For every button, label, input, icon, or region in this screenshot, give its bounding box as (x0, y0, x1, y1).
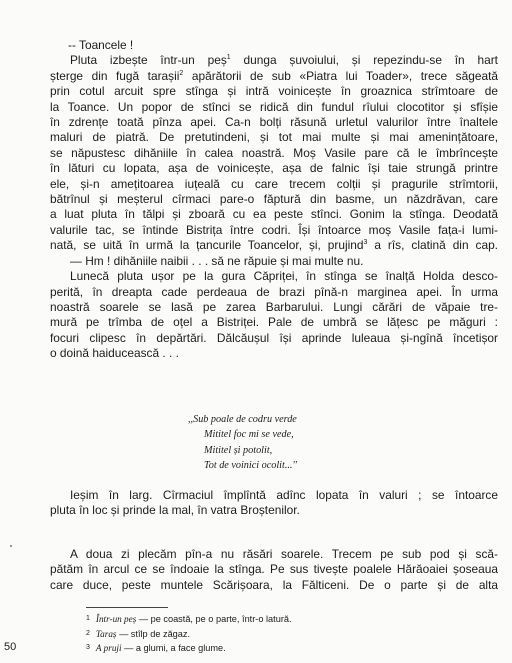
text-line: șterge din fugă tarașii$^2$ apărătorii de sub «Piatra lui Toader», trece săgeată (50, 68, 498, 83)
text-line: o doină haiducească . . . (50, 346, 179, 361)
text-line: — Hm ! dihăniile naibii . . . să ne răpuie și mai multe nu. (70, 253, 364, 268)
text-line: ele, și-n amețitoarea iuțeală cu care trecem colții și pragurile strîmtorii, (50, 176, 498, 191)
text-line: mură pe trîmba de oțel a Bistriței. Pale de umbră se lățesc pe măguri : (50, 315, 498, 330)
paragraph-arrival (50, 488, 498, 519)
text-line: maluri de piatră. De pretutindeni, și tot mai multe și mai amenințătoare, (50, 130, 498, 145)
footnote-ref: 2 (179, 69, 184, 77)
footnotes (86, 612, 292, 656)
print-speck (10, 545, 12, 547)
poem-line: Mititel și potolit, (204, 444, 273, 456)
text-line: pătăm în arcul ce se îndoaie la stînga. Pe sus tivește poalele Hărăoaiei șoseaua (50, 562, 498, 577)
poem-line: Tot de voinici ocolit...'' (204, 460, 297, 472)
text-line: A doua zi plecăm pîn-a nu răsări soarele. Trecem pe sub pod și scă- (70, 547, 498, 561)
text-line: prin cotul arcuit spre stînga și intră voinicește în groaznica strîmtoare de (50, 84, 498, 99)
text-line: bătrînul și meșterul cîrmaci pare-o făptură din basme, un năzdrăvan, care (50, 192, 498, 207)
text-line: nată, se uită în urmă la țancurile Toancelor, și, prujind$^3$ a rîs, clatină din cap. (50, 238, 498, 253)
footnote-ref: 3 (363, 239, 368, 247)
poem-quote (188, 412, 297, 474)
text-line: -- Toancele ! (68, 38, 134, 52)
text-line: valurile tac, se întinde Bistrița între codri. Își întoarce moș Vasile fața-i lumi- (50, 222, 498, 237)
text-line: Pluta izbește într-un peș$^1$ dunga șuvoiului, și repezindu-se în hart (70, 53, 498, 68)
text-line: în zdrențe toată pînza apei. Ca-n bolți răsună urletul valurilor între înaltele (50, 115, 498, 130)
footnote-divider (86, 607, 168, 608)
text-line: pluta în loc și prinde la mal, în vatra Broștenilor. (50, 503, 300, 518)
footnote: $^1$ Într-un peș — pe coastă, pe o parte, într-o latură. (86, 614, 292, 624)
text-line: noastră soarele se lasă pe zarea Barbarului. Lungi cărări de văpaie tre- (50, 299, 498, 314)
text-line: la Toance. Un popor de stînci se ridică din fundul rîului clocotitor și sfîșie (50, 99, 498, 114)
text-line: se năpustesc dihăniile în calea noastră. Moș Vasile pare că le îmbrîncește (50, 145, 498, 160)
page-number: 50 (4, 641, 17, 653)
footnote: $^3$ A pruji — a glumi, a face glume. (86, 643, 226, 654)
poem-line: Mititel foc mi se vede, (204, 429, 294, 441)
text-line: perită, în dreapta cade perdeaua de brazi pînă-n marginea apei. În urma (50, 284, 498, 299)
text-line: în lături cu lopata, așa de voinicește, așa de falnic își taie strungă printre (50, 161, 498, 176)
paragraph-next-day (50, 547, 498, 593)
paragraph-rapids (50, 53, 498, 253)
text-line: a luat pluta în tălpi și zboară cu ea peste stînci. Gonim la stînga. Deodată (50, 207, 498, 222)
paragraph-evening (50, 269, 498, 361)
text-line: focuri clipesc în depărtări. Dălcăușul își aprinde luleaua și-ngînă încetișor (50, 330, 498, 345)
poem-line: ,,Sub poale de codru verde (188, 414, 297, 425)
paragraph-dialogue (50, 254, 498, 269)
text-line: Ieșim în larg. Cîrmaciul împlîntă adînc lopata în valuri ; se întoarce (70, 488, 498, 502)
footnote: $^2$ Taraș — stîlp de zăgaz. (86, 628, 191, 639)
text-line: care duce, peste muntele Scărișoara, la Fălticeni. De o parte și de alta (50, 577, 498, 592)
main-text (50, 38, 498, 362)
text-line: Lunecă pluta ușor pe la gura Căpriței, în stînga se înalță Holda desco- (70, 269, 498, 284)
footnote-ref: 1 (226, 54, 231, 62)
paragraph-exclamation (50, 38, 498, 53)
